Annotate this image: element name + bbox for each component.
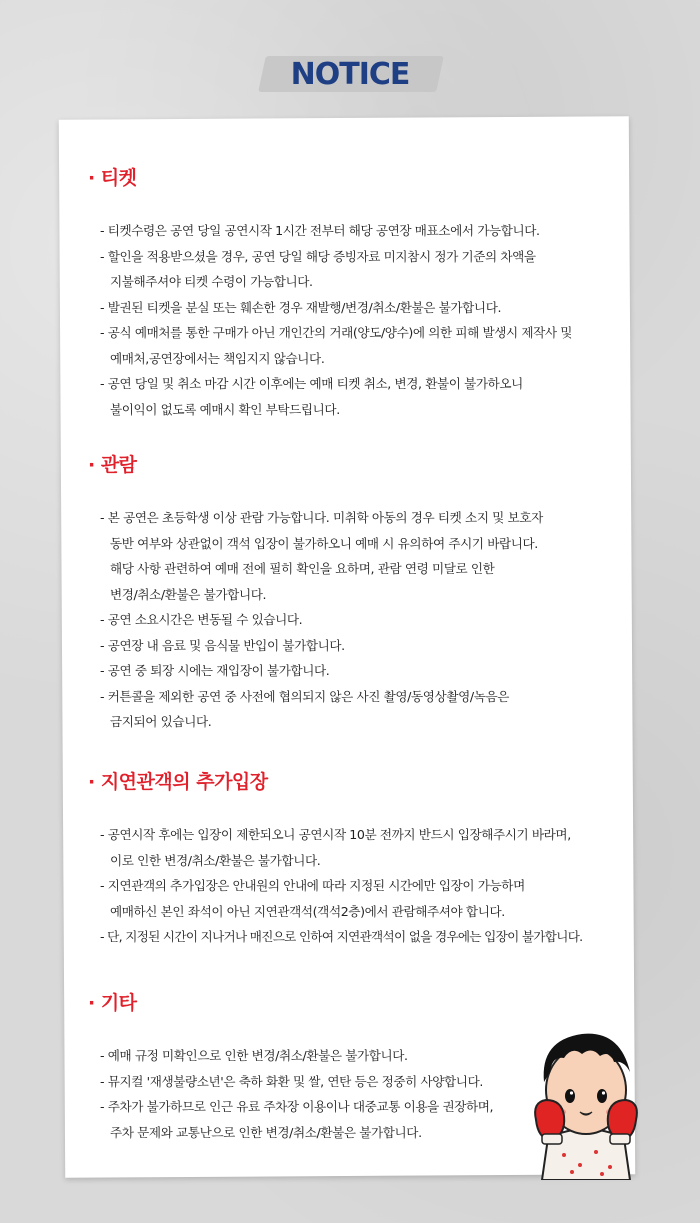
item-line: 해당 사항 관련하여 예매 전에 필히 확인을 요하며, 관람 연령 미달로 인한 [110, 561, 495, 576]
list-item [88, 658, 648, 684]
notice-header [0, 48, 700, 100]
list-item [88, 218, 648, 244]
boy-character-illustration [530, 1020, 642, 1180]
list-item [88, 505, 648, 607]
item-line: 이로 인한 변경/취소/환불은 불가합니다. [110, 852, 321, 868]
item-line: - 공연 중 퇴장 시에는 재입장이 불가합니다. [100, 663, 330, 678]
item-line: - 주차가 불가하므로 인근 유료 주차장 이용이나 대중교통 이용을 권장하며, [100, 1099, 494, 1114]
item-line: - 예매 규정 미확인으로 인한 변경/취소/환불은 불가합니다. [100, 1048, 408, 1063]
section-viewing [88, 450, 648, 735]
item-line: 예매처,공연장에서는 책임지지 않습니다. [110, 350, 325, 366]
item-line: - 공연 당일 및 취소 마감 시간 이후에는 예매 티켓 취소, 변경, 환불이 불가하오니 [100, 376, 523, 391]
item-line: - 단, 지정된 시간이 지나거나 매진으로 인하여 지연관객석이 없을 경우에는 입장이 불가합니다. [100, 929, 583, 944]
list-item [88, 371, 648, 422]
item-line: - 공식 예매처를 통한 구매가 아닌 개인간의 거래(양도/양수)에 의한 피해 발생시 제작사 및 [100, 325, 573, 340]
list-item [88, 295, 648, 321]
list-item [88, 633, 648, 659]
item-line: - 커튼콜을 제외한 공연 중 사전에 협의되지 않은 사진 촬영/동영상촬영/녹음은 [100, 688, 509, 704]
section-late-entry [88, 767, 648, 950]
notice-list [88, 505, 648, 735]
notice-list [88, 822, 648, 950]
list-item [88, 320, 648, 371]
section-ticket [88, 163, 648, 422]
section-title: · 관람 [88, 454, 137, 476]
item-line: - 공연장 내 음료 및 음식물 반입이 불가합니다. [100, 637, 345, 653]
section-title: · 티켓 [88, 167, 137, 189]
notice-list [88, 218, 648, 422]
item-line: 변경/취소/환불은 불가합니다. [110, 586, 267, 602]
list-item [88, 684, 648, 735]
item-line: - 공연시작 후에는 입장이 제한되오니 공연시작 10분 전까지 반드시 입장해주시기 바라며, [100, 827, 571, 842]
item-line: - 공연 소요시간은 변동될 수 있습니다. [100, 612, 303, 627]
item-line: 예매하신 본인 좌석이 아닌 지연관객석(객석2층)에서 관람해주셔야 합니다. [110, 903, 505, 919]
item-line: - 본 공연은 초등학생 이상 관람 가능합니다. 미취학 아동의 경우 티켓 소지 및 보호자 [100, 510, 543, 525]
list-item [88, 244, 648, 295]
page-title: NOTICE [290, 56, 410, 92]
item-line: - 지연관객의 추가입장은 안내원의 안내에 따라 지정된 시간에만 입장이 가능하며 [100, 878, 525, 893]
list-item [88, 822, 648, 873]
item-line: 동반 여부와 상관없이 객석 입장이 불가하오니 예매 시 유의하여 주시기 바랍니다. [110, 535, 538, 551]
section-title: · 기타 [88, 992, 137, 1014]
list-item [88, 873, 648, 924]
section-title: · 지연관객의 추가입장 [88, 771, 268, 793]
list-item [88, 607, 648, 633]
item-line: 금지되어 있습니다. [110, 714, 212, 729]
item-line: 주차 문제와 교통난으로 인한 변경/취소/환불은 불가합니다. [110, 1124, 422, 1140]
item-line: - 발권된 티켓을 분실 또는 훼손한 경우 재발행/변경/취소/환불은 불가합니다. [100, 299, 502, 315]
list-item [88, 924, 648, 950]
item-line: 불이익이 없도록 예매시 확인 부탁드립니다. [110, 401, 340, 417]
item-line: - 뮤지컬 '재생불량소년'은 축하 화환 및 쌀, 연탄 등은 정중히 사양합니다. [100, 1073, 483, 1089]
item-line: - 티켓수령은 공연 당일 공연시작 1시간 전부터 해당 공연장 매표소에서 가능합니다. [100, 223, 540, 238]
item-line: - 할인을 적용받으셨을 경우, 공연 당일 해당 증빙자료 미지참시 정가 기준의 차액을 [100, 248, 536, 264]
item-line: 지불해주셔야 티켓 수령이 가능합니다. [110, 274, 313, 289]
